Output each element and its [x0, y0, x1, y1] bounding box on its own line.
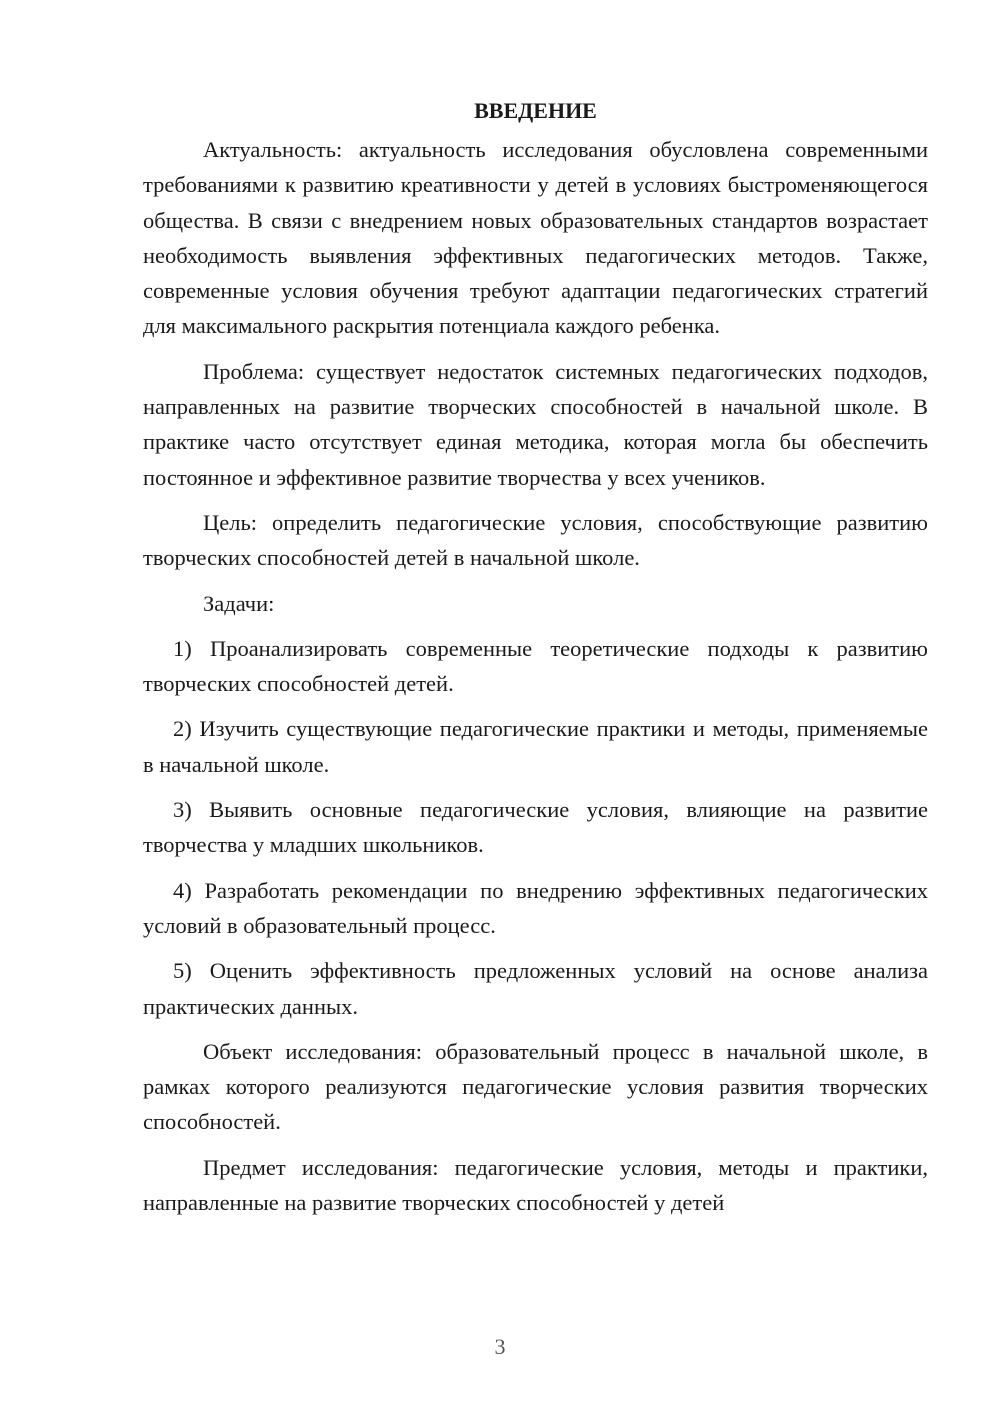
task-item: 5) Оценить эффективность предложенных условий на основе анализа практических данных.	[143, 958, 928, 1019]
paragraph-object: Объект исследования: образовательный процесс в начальной школе, в рамках которого реализуются педагогические условия развития творческих способностей.	[143, 1038, 928, 1135]
paragraph-goal: Цель: определить педагогические условия, способствующие развитию творческих способностей детей в начальной школе.	[143, 509, 928, 571]
task-item: 4) Разработать рекомендации по внедрению эффективных педагогических условий в образовательный процесс.	[143, 877, 928, 938]
page-title: ВВЕДЕНИЕ	[474, 98, 597, 123]
paragraph-tasks-label: Задачи:	[203, 590, 275, 616]
paragraph-problem: Проблема: существует недостаток системных педагогических подходов, направленных на развитие творческих способностей в начальной школе. В практике часто отсутствует единая методика, которая могла бы обеспечить постоянное и эффективное развитие творчества у всех учеников.	[143, 358, 928, 490]
task-item: 3) Выявить основные педагогические условия, влияющие на развитие творчества у младших школьников.	[143, 797, 928, 858]
paragraph-relevance: Актуальность: актуальность исследования обусловлена современными требованиями к развитию креативности у детей в условиях быстроменяющегося общества. В связи с внедрением новых образовательных стандартов возрастает необходимость выявления эффективных педагогических методов. Также, современные условия обучения требуют адаптации педагогических стратегий для максимального раскрытия потенциала каждого ребенка.	[143, 137, 928, 339]
page-number: 3	[494, 1334, 506, 1359]
task-item: 2) Изучить существующие педагогические практики и методы, применяемые в начальной школе.	[143, 716, 928, 777]
document-page	[143, 94, 928, 1230]
task-item: 1) Проанализировать современные теоретические подходы к развитию творческих способностей детей.	[143, 635, 928, 697]
paragraph-subject: Предмет исследования: педагогические условия, методы и практики, направленные на развитие творческих способностей у детей	[143, 1154, 928, 1216]
